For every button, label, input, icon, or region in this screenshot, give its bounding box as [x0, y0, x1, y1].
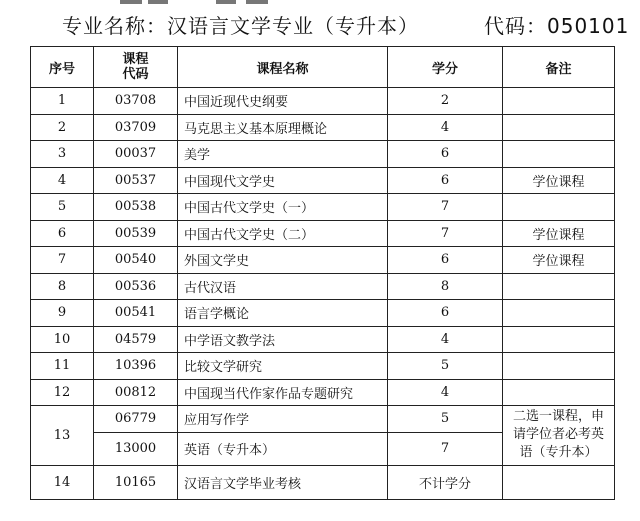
- cell-seq: 5: [31, 194, 94, 221]
- cell-note: [503, 194, 615, 221]
- table-row: [31, 379, 615, 406]
- table-row: [31, 141, 615, 168]
- cell-credit: 4: [388, 326, 503, 353]
- cell-name: 美学: [178, 141, 388, 168]
- cell-code: 04579: [94, 326, 178, 353]
- cell-note: [503, 379, 615, 406]
- cell-credit: 6: [388, 300, 503, 327]
- col-code-header: [94, 47, 178, 88]
- cell-code: 13000: [94, 432, 178, 465]
- cell-credit: 7: [388, 194, 503, 221]
- table-row: [31, 88, 615, 115]
- col-code-line1: 课程: [122, 52, 149, 67]
- cell-name: 英语（专升本）: [178, 432, 388, 465]
- document-header: [0, 8, 640, 38]
- cell-seq: 9: [31, 300, 94, 327]
- note-line-3: 语（专升本）: [519, 445, 598, 461]
- cell-code: 03708: [94, 88, 178, 115]
- cell-code: 10396: [94, 353, 178, 380]
- col-seq-header: 序号: [31, 47, 94, 88]
- cell-credit: 2: [388, 88, 503, 115]
- cell-seq: 8: [31, 273, 94, 300]
- cell-note: [503, 88, 615, 115]
- cell-seq: 6: [31, 220, 94, 247]
- cell-credit: 7: [388, 220, 503, 247]
- cell-name: 马克思主义基本原理概论: [178, 114, 388, 141]
- cell-name: 汉语言文学毕业考核: [178, 465, 388, 499]
- cell-note-elective: [503, 406, 615, 466]
- cell-name: 中国近现代史纲要: [178, 88, 388, 115]
- cell-note: [503, 353, 615, 380]
- cell-note: [503, 326, 615, 353]
- cell-note: 学位课程: [503, 167, 615, 194]
- cell-seq: 13: [31, 406, 94, 466]
- cell-seq: 12: [31, 379, 94, 406]
- cell-seq: 14: [31, 465, 94, 499]
- col-name-header: 课程名称: [178, 47, 388, 88]
- cell-credit: 6: [388, 167, 503, 194]
- cell-credit: 7: [388, 432, 503, 465]
- top-cropped-text: [0, 0, 640, 6]
- table-row-14: [31, 465, 615, 499]
- cell-name: 中国现当代作家作品专题研究: [178, 379, 388, 406]
- cell-note: [503, 273, 615, 300]
- table-row-13a: [31, 406, 615, 433]
- cell-note: [503, 300, 615, 327]
- cell-name: 中学语文教学法: [178, 326, 388, 353]
- cell-name: 语言学概论: [178, 300, 388, 327]
- cell-name: 中国古代文学史（一）: [178, 194, 388, 221]
- cell-code: 00537: [94, 167, 178, 194]
- major-code: 代码：050101: [484, 14, 630, 38]
- cell-name: 古代汉语: [178, 273, 388, 300]
- cell-seq: 3: [31, 141, 94, 168]
- table-row: [31, 300, 615, 327]
- cell-code: 03709: [94, 114, 178, 141]
- cell-credit: 6: [388, 141, 503, 168]
- cell-code: 00037: [94, 141, 178, 168]
- cell-code: 00539: [94, 220, 178, 247]
- table-body: [31, 88, 615, 406]
- cell-note: [503, 114, 615, 141]
- table-row: [31, 220, 615, 247]
- table-row: [31, 114, 615, 141]
- cell-seq: 2: [31, 114, 94, 141]
- cell-code: 00812: [94, 379, 178, 406]
- cell-credit: 6: [388, 247, 503, 274]
- cell-code: 06779: [94, 406, 178, 433]
- col-code-line2: 代码: [122, 67, 149, 82]
- cell-credit: 5: [388, 406, 503, 433]
- cell-name: 中国现代文学史: [178, 167, 388, 194]
- course-table: [30, 46, 615, 500]
- table-row: [31, 326, 615, 353]
- major-name: 专业名称：汉语言文学专业（专升本）: [62, 14, 419, 38]
- table-row: [31, 247, 615, 274]
- col-credit-header: 学分: [388, 47, 503, 88]
- cell-seq: 11: [31, 353, 94, 380]
- cell-name: 中国古代文学史（二）: [178, 220, 388, 247]
- cell-seq: 4: [31, 167, 94, 194]
- cell-credit: 4: [388, 379, 503, 406]
- cell-code: 00536: [94, 273, 178, 300]
- cell-code: 10165: [94, 465, 178, 499]
- table-row: [31, 353, 615, 380]
- note-line-1: 二选一课程，申: [512, 409, 604, 425]
- table-row: [31, 194, 615, 221]
- cell-code: 00541: [94, 300, 178, 327]
- note-line-2: 请学位者必考英: [512, 427, 604, 443]
- cell-name: 应用写作学: [178, 406, 388, 433]
- col-note-header: 备注: [503, 47, 615, 88]
- table-row: [31, 273, 615, 300]
- table-header-row: [31, 47, 615, 88]
- cell-code: 00540: [94, 247, 178, 274]
- cell-note: [503, 465, 615, 499]
- cell-credit: 4: [388, 114, 503, 141]
- cell-credit: 8: [388, 273, 503, 300]
- cell-note: 学位课程: [503, 247, 615, 274]
- cell-seq: 7: [31, 247, 94, 274]
- table-row: [31, 167, 615, 194]
- cell-credit: 5: [388, 353, 503, 380]
- cell-note: [503, 141, 615, 168]
- cell-credit: 不计学分: [388, 465, 503, 499]
- cell-note: 学位课程: [503, 220, 615, 247]
- cell-code: 00538: [94, 194, 178, 221]
- cell-seq: 1: [31, 88, 94, 115]
- cell-name: 外国文学史: [178, 247, 388, 274]
- cell-name: 比较文学研究: [178, 353, 388, 380]
- cell-seq: 10: [31, 326, 94, 353]
